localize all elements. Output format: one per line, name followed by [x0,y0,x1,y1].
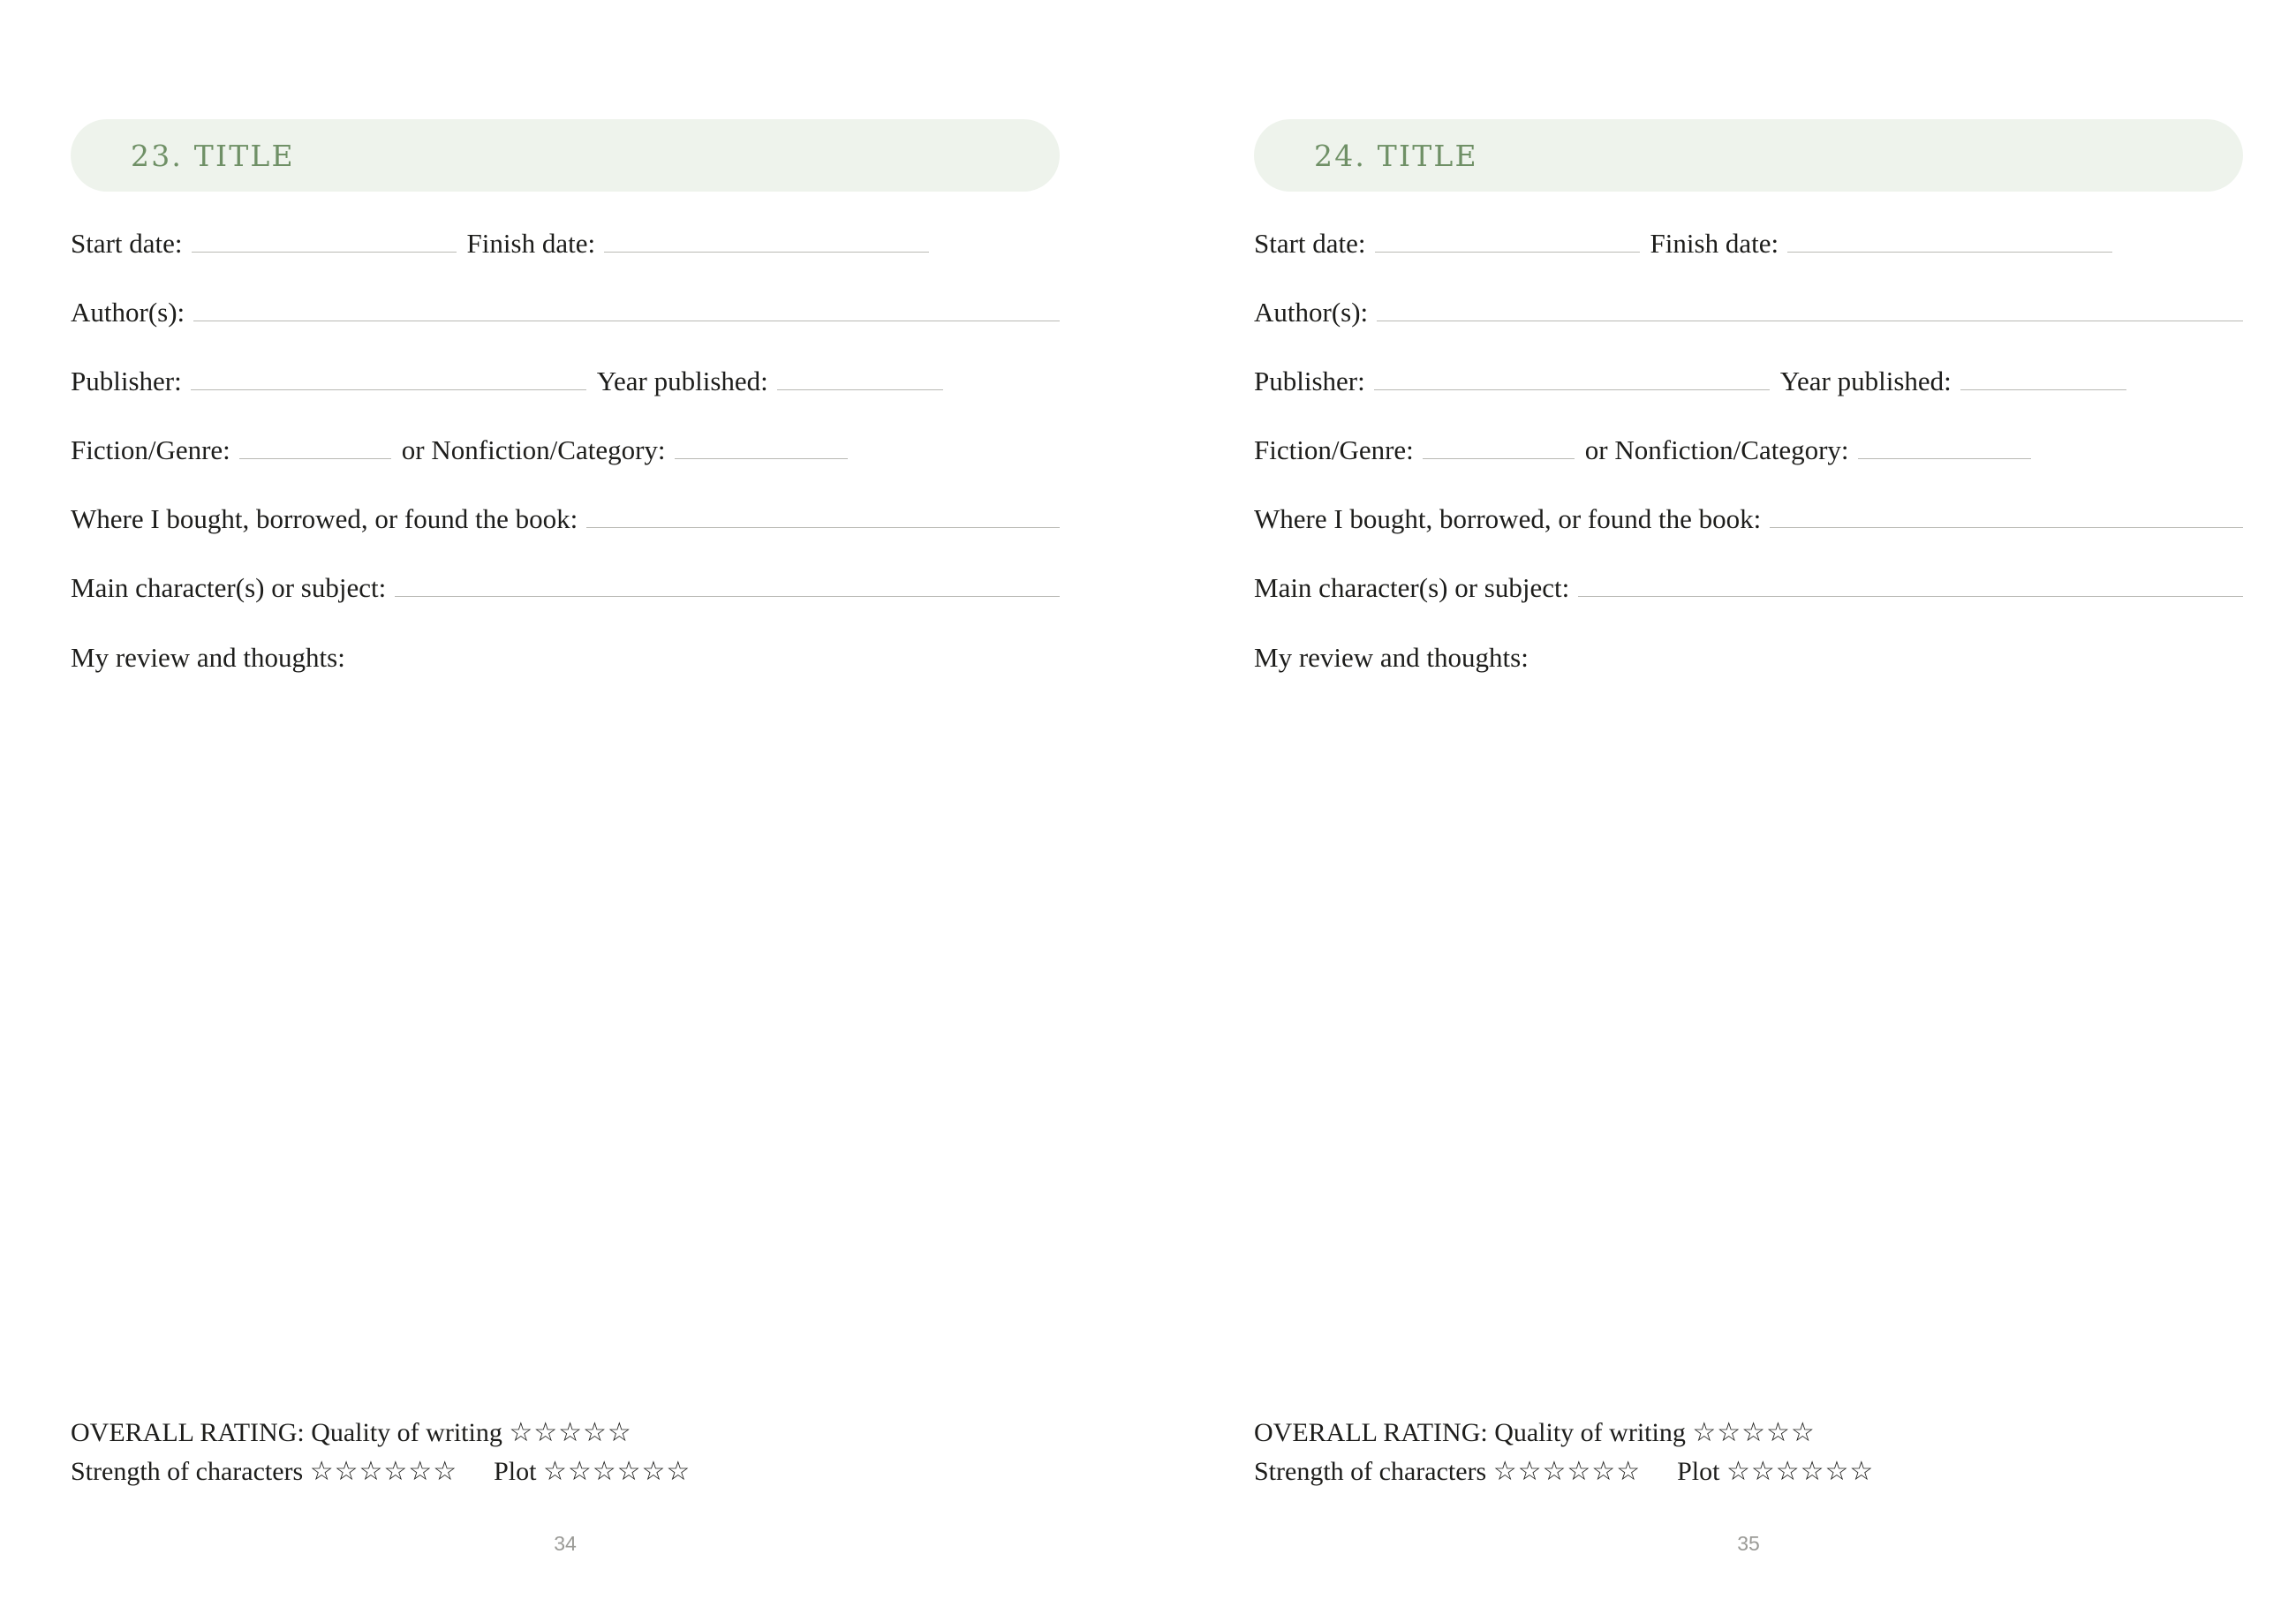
rating-line-quality [1254,1414,2243,1452]
overall-rating-label: OVERALL RATING: Quality of writing [71,1418,502,1447]
field-row-dates [1254,229,2243,257]
entry-fields-right [1254,229,2243,1345]
field-row-genre [71,435,1060,464]
finish-date-label: Finish date: [1650,228,1779,259]
review-label: My review and thoughts: [1254,642,1529,673]
finish-date-label: Finish date: [466,228,596,259]
start-date-label: Start date: [71,228,183,259]
year-published-input[interactable] [777,366,943,390]
strength-of-characters-stars[interactable]: ☆☆☆☆☆☆ [309,1456,458,1486]
entry-fields-left [71,229,1060,1345]
start-date-input[interactable] [1375,229,1640,253]
field-row-genre [1254,435,2243,464]
publisher-input[interactable] [1374,366,1770,390]
rating-line-characters-plot [1254,1452,2243,1491]
field-row-authors [1254,298,2243,326]
page-number-right: 35 [1737,1532,1760,1555]
entry-title-left: 23. TITLE [131,138,295,173]
plot-stars[interactable]: ☆☆☆☆☆☆ [1726,1456,1875,1486]
nonfiction-category-input[interactable] [1858,435,2031,459]
publisher-label: Publisher: [71,366,182,396]
field-row-dates [71,229,1060,257]
publisher-input[interactable] [191,366,586,390]
where-found-label: Where I bought, borrowed, or found the book: [71,503,578,534]
fiction-genre-label: Fiction/Genre: [71,434,230,465]
review-writing-area[interactable] [1254,674,2243,1345]
rating-line-characters-plot [71,1452,1060,1491]
rating-block-left [71,1414,1060,1490]
fiction-genre-label: Fiction/Genre: [1254,434,1414,465]
page-right [1148,0,2296,1607]
fiction-genre-input[interactable] [1423,435,1575,459]
where-found-input[interactable] [1770,504,2243,528]
fiction-genre-input[interactable] [239,435,391,459]
review-writing-area[interactable] [71,674,1060,1345]
quality-of-writing-stars[interactable]: ☆☆☆☆☆ [509,1418,632,1447]
field-row-where-found [1254,504,2243,532]
start-date-label: Start date: [1254,228,1366,259]
where-found-label: Where I bought, borrowed, or found the book: [1254,503,1762,534]
authors-label: Author(s): [71,297,185,328]
page-number-left: 34 [554,1532,577,1555]
where-found-input[interactable] [586,504,1060,528]
review-label: My review and thoughts: [71,642,345,673]
field-row-publisher [71,366,1060,395]
authors-label: Author(s): [1254,297,1369,328]
publisher-label: Publisher: [1254,366,1365,396]
plot-stars[interactable]: ☆☆☆☆☆☆ [542,1456,691,1486]
main-character-label: Main character(s) or subject: [71,572,387,603]
quality-of-writing-stars[interactable]: ☆☆☆☆☆ [1692,1418,1816,1447]
entry-title-bar-right [1254,119,2243,192]
nonfiction-category-label: or Nonfiction/Category: [401,434,666,465]
finish-date-input[interactable] [1787,229,2112,253]
main-character-input[interactable] [395,573,1060,597]
rating-line-quality [71,1414,1060,1452]
plot-label: Plot [1677,1456,1720,1486]
rating-block-right [1254,1414,2243,1490]
year-published-input[interactable] [1960,366,2126,390]
entry-title-bar-left [71,119,1060,192]
year-published-label: Year published: [1779,366,1952,396]
finish-date-input[interactable] [604,229,929,253]
overall-rating-label: OVERALL RATING: Quality of writing [1254,1418,1686,1447]
field-row-authors [71,298,1060,326]
main-character-input[interactable] [1578,573,2243,597]
year-published-label: Year published: [596,366,768,396]
field-row-main-character [1254,573,2243,601]
field-row-where-found [71,504,1060,532]
authors-input[interactable] [193,298,1060,321]
nonfiction-category-input[interactable] [675,435,848,459]
strength-of-characters-label: Strength of characters [71,1456,304,1486]
main-character-label: Main character(s) or subject: [1254,572,1570,603]
strength-of-characters-stars[interactable]: ☆☆☆☆☆☆ [1492,1456,1642,1486]
authors-input[interactable] [1377,298,2243,321]
field-row-publisher [1254,366,2243,395]
nonfiction-category-label: or Nonfiction/Category: [1584,434,1849,465]
field-row-main-character [71,573,1060,601]
strength-of-characters-label: Strength of characters [1254,1456,1487,1486]
entry-title-right: 24. TITLE [1314,138,1478,173]
start-date-input[interactable] [192,229,457,253]
plot-label: Plot [494,1456,537,1486]
